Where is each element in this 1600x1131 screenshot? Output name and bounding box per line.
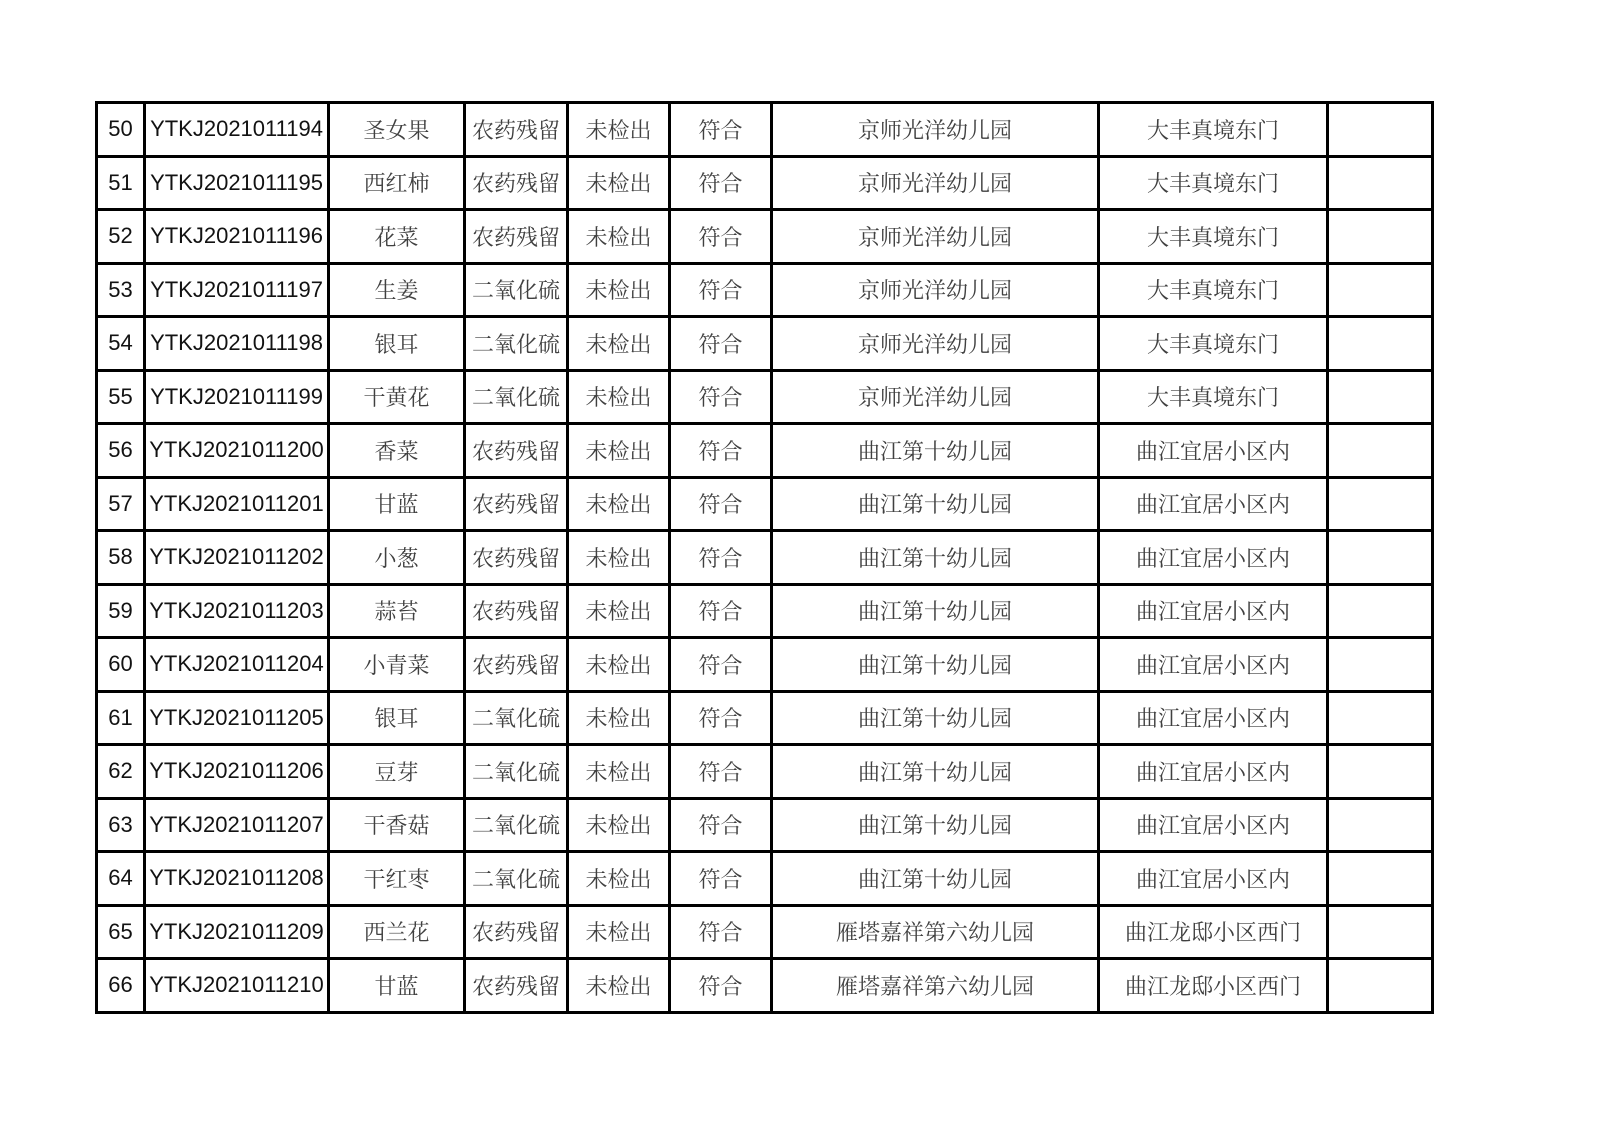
cell-organization: 曲江第十幼儿园 bbox=[772, 691, 1099, 745]
cell-test-item: 农药残留 bbox=[465, 156, 568, 210]
cell-sample-code: YTKJ2021011200 bbox=[145, 424, 329, 478]
cell-organization: 曲江第十幼儿园 bbox=[772, 638, 1099, 692]
cell-sample-code: YTKJ2021011196 bbox=[145, 210, 329, 264]
cell-row-number: 61 bbox=[97, 691, 145, 745]
cell-conclusion: 符合 bbox=[670, 317, 772, 371]
cell-row-number: 54 bbox=[97, 317, 145, 371]
cell-test-item: 农药残留 bbox=[465, 103, 568, 157]
cell-blank bbox=[1328, 317, 1433, 371]
cell-blank bbox=[1328, 370, 1433, 424]
table-row bbox=[97, 959, 1433, 1013]
cell-blank bbox=[1328, 745, 1433, 799]
cell-location: 曲江宜居小区内 bbox=[1099, 531, 1328, 585]
cell-sample-name: 甘蓝 bbox=[329, 959, 465, 1013]
cell-organization: 雁塔嘉祥第六幼儿园 bbox=[772, 905, 1099, 959]
cell-test-result: 未检出 bbox=[568, 103, 670, 157]
cell-test-item: 二氧化硫 bbox=[465, 852, 568, 906]
cell-test-result: 未检出 bbox=[568, 745, 670, 799]
table-row bbox=[97, 477, 1433, 531]
cell-conclusion: 符合 bbox=[670, 424, 772, 478]
cell-blank bbox=[1328, 156, 1433, 210]
cell-test-result: 未检出 bbox=[568, 317, 670, 371]
cell-sample-name: 银耳 bbox=[329, 317, 465, 371]
cell-conclusion: 符合 bbox=[670, 103, 772, 157]
cell-row-number: 65 bbox=[97, 905, 145, 959]
cell-location: 曲江龙邸小区西门 bbox=[1099, 959, 1328, 1013]
cell-blank bbox=[1328, 263, 1433, 317]
cell-test-result: 未检出 bbox=[568, 905, 670, 959]
cell-location: 大丰真境东门 bbox=[1099, 317, 1328, 371]
cell-conclusion: 符合 bbox=[670, 584, 772, 638]
cell-organization: 京师光洋幼儿园 bbox=[772, 370, 1099, 424]
table-row bbox=[97, 317, 1433, 371]
cell-conclusion: 符合 bbox=[670, 798, 772, 852]
cell-blank bbox=[1328, 477, 1433, 531]
cell-blank bbox=[1328, 584, 1433, 638]
table-row bbox=[97, 638, 1433, 692]
cell-test-result: 未检出 bbox=[568, 424, 670, 478]
cell-organization: 曲江第十幼儿园 bbox=[772, 477, 1099, 531]
cell-blank bbox=[1328, 691, 1433, 745]
cell-sample-name: 小青菜 bbox=[329, 638, 465, 692]
cell-row-number: 57 bbox=[97, 477, 145, 531]
cell-test-result: 未检出 bbox=[568, 798, 670, 852]
cell-location: 大丰真境东门 bbox=[1099, 370, 1328, 424]
cell-blank bbox=[1328, 852, 1433, 906]
cell-location: 曲江宜居小区内 bbox=[1099, 852, 1328, 906]
cell-sample-code: YTKJ2021011195 bbox=[145, 156, 329, 210]
cell-row-number: 64 bbox=[97, 852, 145, 906]
inspection-results-table bbox=[95, 101, 1434, 1014]
cell-row-number: 58 bbox=[97, 531, 145, 585]
cell-row-number: 60 bbox=[97, 638, 145, 692]
cell-sample-name: 圣女果 bbox=[329, 103, 465, 157]
cell-blank bbox=[1328, 210, 1433, 264]
cell-row-number: 52 bbox=[97, 210, 145, 264]
cell-test-result: 未检出 bbox=[568, 531, 670, 585]
cell-row-number: 55 bbox=[97, 370, 145, 424]
table-row bbox=[97, 905, 1433, 959]
table-row bbox=[97, 424, 1433, 478]
cell-location: 曲江宜居小区内 bbox=[1099, 584, 1328, 638]
cell-test-item: 农药残留 bbox=[465, 959, 568, 1013]
cell-conclusion: 符合 bbox=[670, 745, 772, 799]
table-row bbox=[97, 745, 1433, 799]
cell-blank bbox=[1328, 905, 1433, 959]
cell-sample-code: YTKJ2021011197 bbox=[145, 263, 329, 317]
cell-test-item: 农药残留 bbox=[465, 477, 568, 531]
cell-row-number: 66 bbox=[97, 959, 145, 1013]
cell-test-item: 二氧化硫 bbox=[465, 745, 568, 799]
table-row bbox=[97, 691, 1433, 745]
cell-organization: 曲江第十幼儿园 bbox=[772, 852, 1099, 906]
cell-location: 大丰真境东门 bbox=[1099, 210, 1328, 264]
table-row bbox=[97, 852, 1433, 906]
cell-location: 曲江宜居小区内 bbox=[1099, 424, 1328, 478]
cell-organization: 雁塔嘉祥第六幼儿园 bbox=[772, 959, 1099, 1013]
cell-test-item: 农药残留 bbox=[465, 638, 568, 692]
cell-sample-name: 干黄花 bbox=[329, 370, 465, 424]
cell-sample-code: YTKJ2021011207 bbox=[145, 798, 329, 852]
cell-sample-name: 干香菇 bbox=[329, 798, 465, 852]
cell-organization: 曲江第十幼儿园 bbox=[772, 745, 1099, 799]
cell-sample-code: YTKJ2021011205 bbox=[145, 691, 329, 745]
cell-organization: 曲江第十幼儿园 bbox=[772, 798, 1099, 852]
cell-sample-name: 甘蓝 bbox=[329, 477, 465, 531]
cell-location: 曲江宜居小区内 bbox=[1099, 798, 1328, 852]
cell-sample-name: 西红柿 bbox=[329, 156, 465, 210]
cell-row-number: 51 bbox=[97, 156, 145, 210]
cell-organization: 京师光洋幼儿园 bbox=[772, 103, 1099, 157]
cell-conclusion: 符合 bbox=[670, 852, 772, 906]
cell-conclusion: 符合 bbox=[670, 691, 772, 745]
cell-test-result: 未检出 bbox=[568, 691, 670, 745]
cell-row-number: 59 bbox=[97, 584, 145, 638]
cell-test-item: 二氧化硫 bbox=[465, 317, 568, 371]
cell-row-number: 62 bbox=[97, 745, 145, 799]
cell-test-item: 二氧化硫 bbox=[465, 263, 568, 317]
cell-test-result: 未检出 bbox=[568, 852, 670, 906]
cell-test-result: 未检出 bbox=[568, 370, 670, 424]
cell-location: 曲江龙邸小区西门 bbox=[1099, 905, 1328, 959]
cell-row-number: 56 bbox=[97, 424, 145, 478]
cell-sample-code: YTKJ2021011210 bbox=[145, 959, 329, 1013]
cell-organization: 京师光洋幼儿园 bbox=[772, 210, 1099, 264]
table-row bbox=[97, 210, 1433, 264]
cell-test-result: 未检出 bbox=[568, 959, 670, 1013]
cell-sample-name: 银耳 bbox=[329, 691, 465, 745]
cell-blank bbox=[1328, 638, 1433, 692]
cell-conclusion: 符合 bbox=[670, 905, 772, 959]
cell-conclusion: 符合 bbox=[670, 370, 772, 424]
cell-blank bbox=[1328, 424, 1433, 478]
cell-blank bbox=[1328, 959, 1433, 1013]
cell-test-result: 未检出 bbox=[568, 584, 670, 638]
cell-organization: 京师光洋幼儿园 bbox=[772, 317, 1099, 371]
cell-test-result: 未检出 bbox=[568, 638, 670, 692]
cell-sample-name: 花菜 bbox=[329, 210, 465, 264]
cell-sample-code: YTKJ2021011198 bbox=[145, 317, 329, 371]
cell-test-result: 未检出 bbox=[568, 156, 670, 210]
cell-conclusion: 符合 bbox=[670, 959, 772, 1013]
cell-sample-code: YTKJ2021011199 bbox=[145, 370, 329, 424]
cell-sample-name: 生姜 bbox=[329, 263, 465, 317]
cell-blank bbox=[1328, 531, 1433, 585]
cell-organization: 京师光洋幼儿园 bbox=[772, 156, 1099, 210]
cell-sample-code: YTKJ2021011206 bbox=[145, 745, 329, 799]
cell-test-item: 农药残留 bbox=[465, 531, 568, 585]
cell-conclusion: 符合 bbox=[670, 531, 772, 585]
cell-blank bbox=[1328, 103, 1433, 157]
table-row bbox=[97, 103, 1433, 157]
cell-row-number: 53 bbox=[97, 263, 145, 317]
cell-sample-code: YTKJ2021011202 bbox=[145, 531, 329, 585]
cell-sample-name: 小葱 bbox=[329, 531, 465, 585]
cell-location: 曲江宜居小区内 bbox=[1099, 477, 1328, 531]
cell-test-item: 农药残留 bbox=[465, 905, 568, 959]
cell-location: 大丰真境东门 bbox=[1099, 103, 1328, 157]
cell-test-result: 未检出 bbox=[568, 263, 670, 317]
cell-test-item: 二氧化硫 bbox=[465, 370, 568, 424]
cell-location: 大丰真境东门 bbox=[1099, 156, 1328, 210]
cell-sample-code: YTKJ2021011204 bbox=[145, 638, 329, 692]
cell-test-item: 农药残留 bbox=[465, 584, 568, 638]
cell-sample-code: YTKJ2021011201 bbox=[145, 477, 329, 531]
cell-location: 大丰真境东门 bbox=[1099, 263, 1328, 317]
cell-organization: 曲江第十幼儿园 bbox=[772, 424, 1099, 478]
cell-location: 曲江宜居小区内 bbox=[1099, 691, 1328, 745]
cell-sample-name: 豆芽 bbox=[329, 745, 465, 799]
cell-blank bbox=[1328, 798, 1433, 852]
cell-sample-name: 西兰花 bbox=[329, 905, 465, 959]
table-row bbox=[97, 798, 1433, 852]
cell-test-item: 二氧化硫 bbox=[465, 798, 568, 852]
cell-test-result: 未检出 bbox=[568, 477, 670, 531]
cell-organization: 京师光洋幼儿园 bbox=[772, 263, 1099, 317]
table-row bbox=[97, 370, 1433, 424]
cell-conclusion: 符合 bbox=[670, 638, 772, 692]
cell-sample-code: YTKJ2021011194 bbox=[145, 103, 329, 157]
cell-test-item: 二氧化硫 bbox=[465, 691, 568, 745]
table-row bbox=[97, 584, 1433, 638]
cell-row-number: 63 bbox=[97, 798, 145, 852]
table-row bbox=[97, 531, 1433, 585]
cell-sample-code: YTKJ2021011208 bbox=[145, 852, 329, 906]
cell-location: 曲江宜居小区内 bbox=[1099, 638, 1328, 692]
cell-conclusion: 符合 bbox=[670, 263, 772, 317]
cell-test-item: 农药残留 bbox=[465, 424, 568, 478]
cell-organization: 曲江第十幼儿园 bbox=[772, 531, 1099, 585]
cell-test-result: 未检出 bbox=[568, 210, 670, 264]
table-row bbox=[97, 263, 1433, 317]
cell-row-number: 50 bbox=[97, 103, 145, 157]
cell-conclusion: 符合 bbox=[670, 210, 772, 264]
cell-sample-name: 干红枣 bbox=[329, 852, 465, 906]
cell-sample-name: 香菜 bbox=[329, 424, 465, 478]
cell-conclusion: 符合 bbox=[670, 156, 772, 210]
cell-test-item: 农药残留 bbox=[465, 210, 568, 264]
cell-sample-code: YTKJ2021011209 bbox=[145, 905, 329, 959]
cell-location: 曲江宜居小区内 bbox=[1099, 745, 1328, 799]
cell-organization: 曲江第十幼儿园 bbox=[772, 584, 1099, 638]
cell-conclusion: 符合 bbox=[670, 477, 772, 531]
inspection-results-table-wrap bbox=[95, 101, 1434, 1014]
table-row bbox=[97, 156, 1433, 210]
cell-sample-name: 蒜苔 bbox=[329, 584, 465, 638]
cell-sample-code: YTKJ2021011203 bbox=[145, 584, 329, 638]
